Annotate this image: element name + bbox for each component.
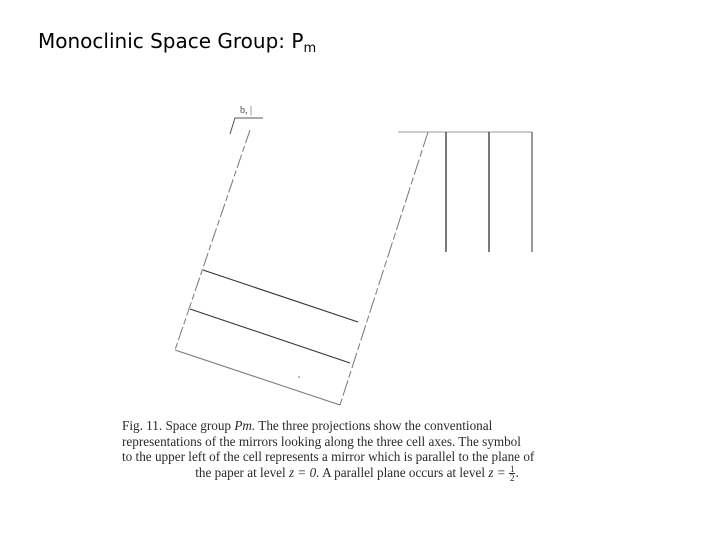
caption-equation: z = 0. [288, 464, 320, 480]
fraction-numerator: 1 [509, 463, 515, 474]
mirror-symbol-label: b, | [240, 105, 253, 116]
caption-fraction [509, 465, 516, 482]
title-subscript: m [303, 41, 317, 56]
caption-text: the paper at level [195, 464, 289, 480]
title-main-text: Monoclinic Space Group: P [38, 29, 304, 53]
cell-edge-right [340, 132, 428, 405]
caption-line-3: to the upper left of the cell represents a mirror which is parallel to the plane of [122, 449, 535, 464]
caption-text: A parallel plane occurs at level [319, 464, 489, 480]
caption-line-2: representations of the mirrors looking along the three cell axes. The symbol [122, 433, 521, 449]
caption-text: The three projections show the conventional [255, 418, 493, 433]
caption-italic: Pm. [234, 418, 256, 433]
caption-equation: z = [488, 464, 509, 480]
mirror-symbol [230, 118, 263, 134]
origin-dot [298, 376, 300, 378]
mirror-line-1 [203, 270, 358, 322]
fraction-denominator: 2 [509, 472, 515, 483]
cell-edge-bottom [175, 350, 340, 405]
caption-line-4: the paper at level z = 0. A parallel plane occurs at level z = $\frac{1}{2}$ . [195, 463, 519, 483]
caption-line-1 [122, 418, 592, 434]
caption-text: Fig. 11. Space group [122, 418, 235, 433]
figure-caption [122, 418, 592, 482]
mirror-line-2 [190, 309, 350, 363]
